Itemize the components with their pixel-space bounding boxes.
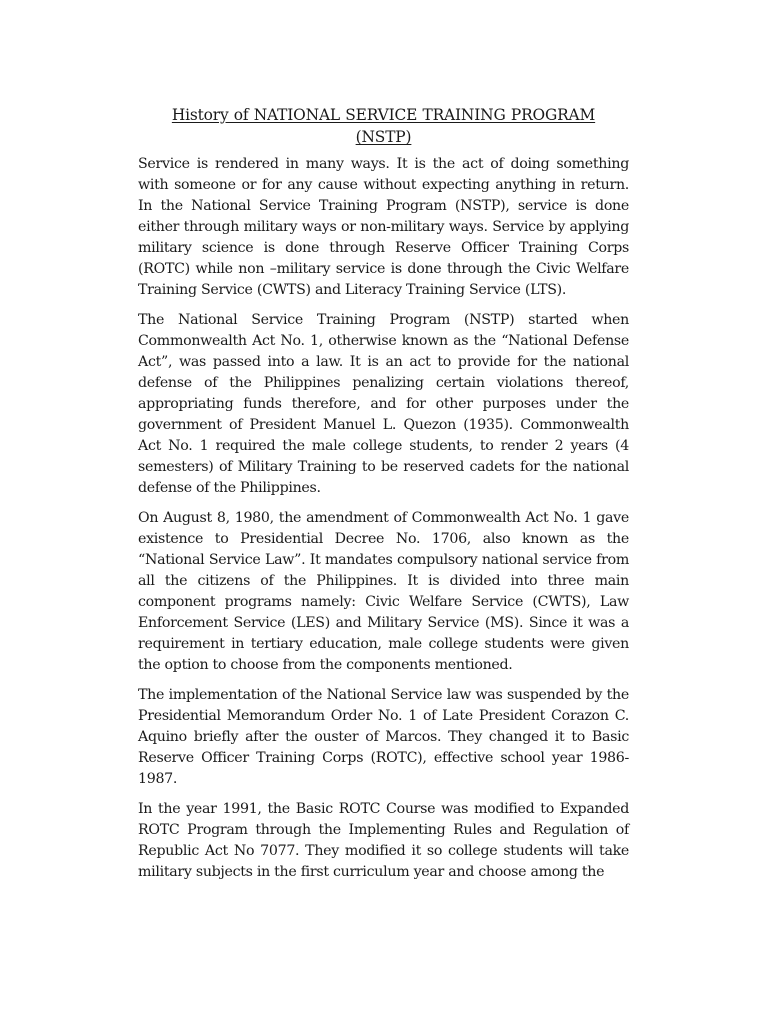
paragraph-presidential-decree: On August 8, 1980, the amendment of Commonwealth Act No. 1 gave existence to Presidential Decree No. 1706, also known as the “National Service Law”. It mandates compulsory national service from all the citizens of the Philippines. It is divided into three main component programs namely: Civic Welfare Service (CWTS), Law Enforcement Service (LES) and Military Service (MS). Since it was a requirement in tertiary education, male college students were given the option to choose from the components mentioned. [138, 510, 629, 673]
title-line-2: (NSTP) [355, 128, 412, 146]
title-line-1: History of NATIONAL SERVICE TRAINING PROGRAM [171, 106, 596, 124]
document-body [138, 104, 629, 892]
paragraph-service-intro: Service is rendered in many ways. It is the act of doing something with someone or for any cause without expecting anything in return. In the National Service Training Program (NSTP), service is done either through military ways or non-military ways. Service by applying military science is done through Reserve Officer Training Corps (ROTC) while non –military service is done through the Civic Welfare Training Service (CWTS) and Literacy Training Service (LTS). [138, 156, 629, 298]
paragraph-expanded-rotc: In the year 1991, the Basic ROTC Course was modified to Expanded ROTC Program through the Implementing Rules and Regulation of Republic Act No 7077. They modified it so college students will take military subjects in the first curriculum year and choose among the [138, 801, 629, 880]
document-title [138, 104, 629, 148]
paragraph-suspension: The implementation of the National Service law was suspended by the Presidential Memorandum Order No. 1 of Late President Corazon C. Aquino briefly after the ouster of Marcos. They changed it to Basic Reserve Officer Training Corps (ROTC), effective school year 1986-1987. [138, 687, 629, 787]
paragraph-commonwealth-act: The National Service Training Program (NSTP) started when Commonwealth Act No. 1, otherwise known as the “National Defense Act”, was passed into a law. It is an act to provide for the national defense of the Philippines penalizing certain violations thereof, appropriating funds therefore, and for other purposes under the government of President Manuel L. Quezon (1935). Commonwealth Act No. 1 required the male college students, to render 2 years (4 semesters) of Military Training to be reserved cadets for the national defense of the Philippines. [138, 312, 629, 496]
